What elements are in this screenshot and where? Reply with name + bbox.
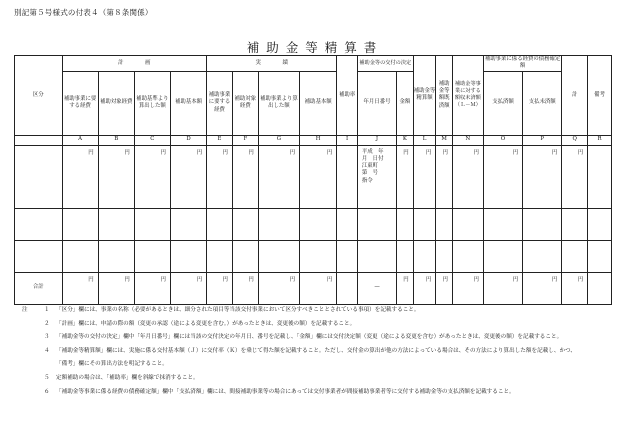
page-title: 補助金等精算書 [246, 40, 384, 55]
note-number: ６ [44, 388, 50, 395]
yen-unit: 円 [207, 145, 233, 208]
col-letter: P [523, 135, 562, 145]
notes-section [22, 308, 612, 403]
col-L-header: 補助金等精算額 [413, 56, 436, 136]
yen-unit: 円 [523, 272, 562, 304]
yen-unit: 円 [452, 272, 483, 304]
remarks-cell [588, 272, 612, 304]
note-text: 「計画」欄には、申請の際の額（変更の承認（途による変更を含む。）があったときは、変更後の額）を記載すること。 [56, 320, 356, 327]
note-number: ３ [44, 334, 50, 341]
col-letter: Q [562, 135, 588, 145]
yen-unit: 円 [258, 272, 299, 304]
col-J-header: 年月日番号 [357, 71, 396, 135]
yen-unit: 円 [134, 145, 170, 208]
col-A-header: 補助事業に要する経費 [62, 71, 98, 135]
yen-unit: 円 [483, 272, 522, 304]
note-item [22, 362, 612, 376]
note-number: １ [44, 307, 50, 313]
total-dash: — [357, 272, 396, 304]
j-line: 江東町 [361, 163, 379, 170]
col-K-header: 金額 [397, 71, 414, 135]
yen-unit: 円 [300, 272, 337, 304]
yen-unit: 円 [62, 272, 98, 304]
note-text: 「補助金等の交付の決定」欄中「年月日番号」欄には当該の交付決定の年月日、番号を記載し、「金額」欄には交付決定額（変更（途による変更を含む）があったときは、変更後の額）を記載すること。 [56, 334, 563, 341]
col-Q-header: 計 [562, 56, 588, 136]
total-row [15, 272, 612, 304]
yen-unit: 円 [232, 145, 258, 208]
col-kubun-header: 区分 [15, 56, 63, 136]
notes-label: 注 [22, 307, 28, 313]
col-G-header: 補助事業より算出した額 [258, 71, 299, 135]
col-letter: K [397, 135, 414, 145]
col-letter: L [413, 135, 436, 145]
note-item [22, 376, 612, 390]
col-letter: I [337, 135, 358, 145]
yen-unit: 円 [98, 272, 134, 304]
yen-unit: 円 [62, 145, 98, 208]
col-letter: J [357, 135, 396, 145]
note-number: ４ [44, 347, 50, 354]
group-actual-header: 実 績 [207, 56, 337, 72]
col-F-header: 補助対象経費 [232, 71, 258, 135]
col-M-header: 補助金等額既済額 [436, 56, 453, 136]
note-text: 「補助金等精算額」欄には、実施に係る交付基本額（Ｊ）に交付率（Ｋ）を乗じて得た額を記載すること。ただし、交付金の算出が他の方法によっている場合は、その方法により算出した額を記載し、かつ、 [56, 347, 576, 354]
settlement-table [14, 55, 612, 305]
table-row [15, 145, 612, 208]
table-row [15, 208, 612, 240]
col-letter: H [300, 135, 337, 145]
j-line: 第 号 [361, 170, 379, 177]
total-label: 合計 [15, 272, 63, 304]
yen-unit: 円 [562, 145, 588, 208]
yen-unit: 円 [562, 272, 588, 304]
note-text: 「区分」欄には、事業の名称（必要があるときは、細分された項目等当該交付事業において区分すべきこととされている事項）を記載すること。 [56, 307, 420, 313]
note-item [22, 390, 612, 404]
col-B-header: 補助対象経費 [98, 71, 134, 135]
letter-blank [15, 135, 63, 145]
yen-unit: 円 [134, 272, 170, 304]
yen-unit: 円 [413, 272, 436, 304]
yen-unit: 円 [397, 145, 414, 208]
yen-unit: 円 [170, 145, 206, 208]
decision-date-cell [357, 145, 396, 208]
note-text: 「補助金等事業に係る経費の債務確定額」欄中「支払済額」欄には、間接補助事業等の場合にあっては交付事業者が間接補助事業者等に交付する補助金等の支払済額を記載すること。 [56, 388, 515, 395]
yen-unit: 円 [523, 145, 562, 208]
col-letter: M [436, 135, 453, 145]
col-N-header: 補助金等事業に対する額収未済額（Ｌ－Ｍ） [452, 56, 483, 136]
yen-unit: 円 [413, 145, 436, 208]
col-I-header: 補助率 [337, 56, 358, 136]
rate-cell [337, 272, 358, 304]
yen-unit: 円 [232, 272, 258, 304]
form-header: 別記第５号様式の付表４（第８条関係） [14, 8, 153, 17]
col-P-header: 支払未済額 [523, 71, 562, 135]
col-letter: N [452, 135, 483, 145]
note-text: 定額補助の場合は、「補助率」欄を斜線で抹消すること。 [56, 374, 199, 381]
note-text: 「備考」欄にその算出方法を明記すること。 [56, 361, 168, 368]
group-plan-header: 計 画 [62, 56, 207, 72]
yen-unit: 円 [170, 272, 206, 304]
yen-unit: 円 [258, 145, 299, 208]
col-letter: G [258, 135, 299, 145]
col-E-header: 補助事業に要する経費 [207, 71, 233, 135]
j-line: 平成 年 [361, 148, 384, 155]
yen-unit: 円 [207, 272, 233, 304]
yen-unit: 円 [452, 145, 483, 208]
col-letter: O [483, 135, 522, 145]
note-number: ５ [44, 374, 50, 381]
col-letter: A [62, 135, 98, 145]
j-line: 指令 [361, 177, 373, 184]
note-item [22, 308, 612, 322]
col-O-header: 支払済額 [483, 71, 522, 135]
col-letter: R [588, 135, 612, 145]
yen-unit: 円 [397, 272, 414, 304]
col-R-header: 備考 [588, 56, 612, 136]
col-C-header: 補助基準より算出した額 [134, 71, 170, 135]
col-letter: F [232, 135, 258, 145]
note-number: ２ [44, 320, 50, 327]
yen-unit: 円 [300, 145, 337, 208]
col-letter: B [98, 135, 134, 145]
rate-cell [337, 145, 358, 208]
remarks-cell [588, 145, 612, 208]
group-expense-header: 補助事業に係る経費の債務確定額 [484, 56, 561, 70]
table-row [15, 240, 612, 272]
col-letter: C [134, 135, 170, 145]
yen-unit: 円 [483, 145, 522, 208]
col-letter: E [207, 135, 233, 145]
yen-unit: 円 [436, 272, 453, 304]
note-item [22, 335, 612, 349]
col-letter: D [170, 135, 206, 145]
yen-unit: 円 [436, 145, 453, 208]
col-D-header: 補助基本額 [170, 71, 206, 135]
j-line: 月 日付 [361, 155, 384, 162]
group-decision-header: 補助金等の交付の決定 [357, 56, 413, 72]
yen-unit: 円 [98, 145, 134, 208]
col-H-header: 補助基本額 [300, 71, 337, 135]
kubun-cell [15, 145, 63, 208]
